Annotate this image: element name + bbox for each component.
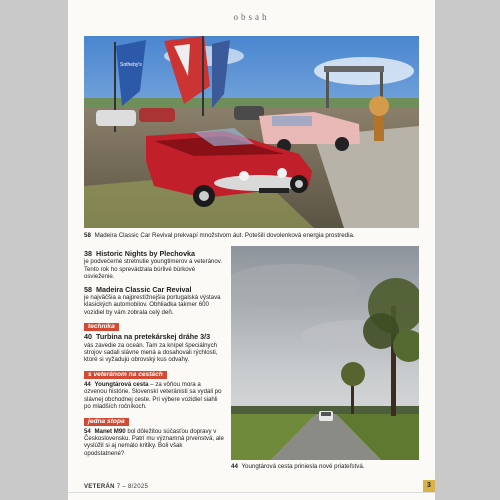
footer xyxy=(84,484,148,490)
entry-number: 54 xyxy=(84,427,91,435)
contents-entry[interactable] xyxy=(84,428,224,458)
entry-text: je najväčšia a najprestížnejšia portugalská výstava klasických automobilov. Obhliadka takmer 600 vozidiel by vám zobrala celý deň. xyxy=(84,294,221,316)
entry-text: bol dôležitou súčasťou dopravy v Československu. Patrí mu významná prvenstvá, ale vyslúžil si aj nemálo kritiky. Boli však opodstatnené? xyxy=(84,427,224,457)
car-show-photo xyxy=(84,36,419,228)
entry-title: Manet M90 xyxy=(94,427,126,435)
entry-number: 38 xyxy=(84,249,92,258)
road-scene xyxy=(231,246,419,460)
entry-number: 40 xyxy=(84,332,92,342)
entry-text: – za vôňou mora a ozvenou histórie. Slovenskí veteránisti sa vydali po slávnej obchodnej ceste. Pri výbere vozidiel siahli po mladších ročníkoch. xyxy=(84,380,222,411)
magazine-name: VETERÁN xyxy=(84,484,115,490)
entry-title: Youngtárová cesta xyxy=(94,380,149,388)
page-number: 3 xyxy=(423,480,435,492)
road-caption xyxy=(231,463,421,471)
entry-number: 44 xyxy=(84,380,91,388)
section-tag-jedna-stopa: jedna stopa xyxy=(84,418,129,426)
contents-entry[interactable] xyxy=(84,333,224,364)
entry-title: Turbína na pretekárskej dráhe 3/3 xyxy=(96,332,211,342)
entry-number: 58 xyxy=(84,284,92,294)
section-title: obsah xyxy=(233,12,270,22)
hero-caption xyxy=(84,232,424,240)
hero-caption-text: Madeira Classic Car Revival prekvapí množstvom áut. Potešili dovolenková energia prostredia. xyxy=(94,232,355,239)
road-caption-text: Youngtárová cesta priniesla nové priateľstvá. xyxy=(241,463,365,470)
entry-title: Historic Nights by Plechovka xyxy=(96,249,196,258)
issue-number: 7 – 8/2025 xyxy=(116,484,149,490)
contents-entry[interactable] xyxy=(84,286,224,317)
flag-text: Sotheby's xyxy=(120,62,142,68)
hero-caption-number: 58 xyxy=(84,232,91,239)
entry-text: je podvečerné stretnutie youngtimerov a veteránov. Tento rok ho sprevádzala búrlivé búrkové osvieženie. xyxy=(84,258,223,281)
hero-photo xyxy=(84,36,419,228)
road-caption-number: 44 xyxy=(231,463,238,470)
magazine-page xyxy=(68,0,435,500)
road-photo xyxy=(231,246,419,460)
contents-list xyxy=(84,250,224,462)
entry-title: Madeira Classic Car Revival xyxy=(96,284,192,294)
footer-divider xyxy=(68,492,435,493)
contents-entry[interactable] xyxy=(84,250,224,281)
contents-entry[interactable] xyxy=(84,381,224,411)
section-tag-technika: technika xyxy=(84,323,119,331)
section-tag-s-veteranom: s veteránom na cestách xyxy=(84,371,167,379)
entry-text: vás zavedie za oceán. Tam za knípel špeciálnych strojov sadali slávne mená a dosahovali rýchlosti, ktoré si vyžadujú obrovský kus odvahy. xyxy=(84,341,218,364)
